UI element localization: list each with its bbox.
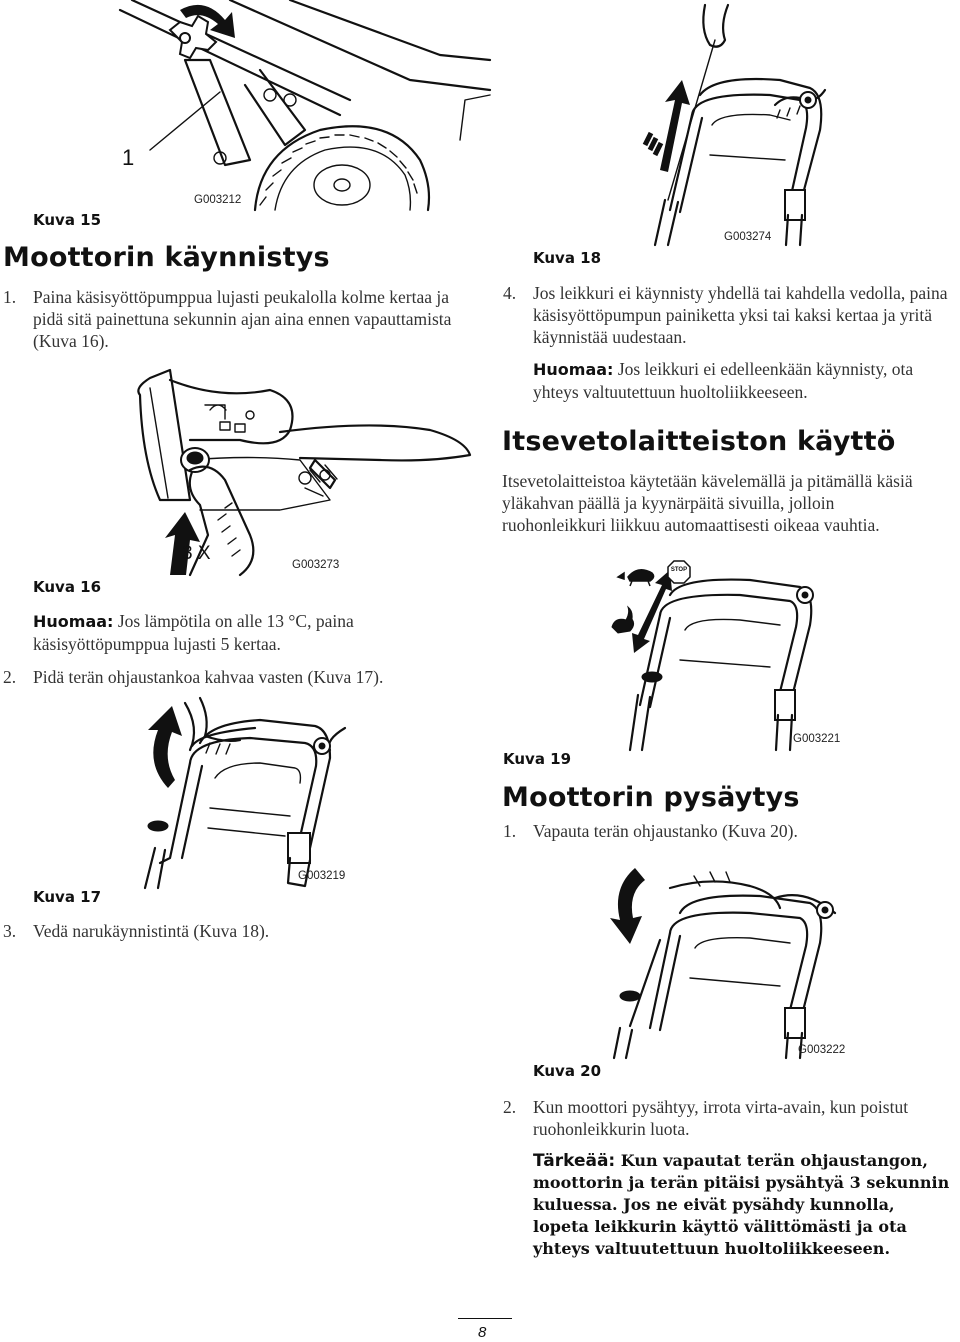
figure-18-caption: Kuva 18 [533, 249, 602, 267]
stop-step-2-text: Kun moottori pysähtyy, irrota virta-avain, kun poistut ruohonleikkurin luota. [533, 1097, 909, 1139]
important-note-text: Kun vapautat terän ohjaustangon, moottorin ja terän pitäisi pysähtyä 3 sekunnin kuluessa. Jos ne eivät pysähdy kunnolla, lopeta leikkurin käyttö välittömästi ja ota yhteys valtuutettuun huoltoliikkeeseen. [533, 1151, 950, 1258]
note-low-temperature-label: Huomaa: [33, 612, 114, 631]
section-heading-engine-stop: Moottorin pysäytys [502, 782, 800, 813]
figure-19-caption: Kuva 19 [503, 750, 572, 768]
self-propel-text: Itsevetolaitteistoa käytetään kävelemällä ja pitämällä käsiä yläkahvan päällä ja kyynärpäitä sivuilla, jolloin ruohonleikkuri liikkuu automaattisesti oikeaa vauhtia. [502, 471, 913, 535]
important-note [533, 1150, 953, 1260]
note-still-not-starting [533, 358, 960, 403]
page-number-rule [458, 1318, 512, 1319]
note-still-not-starting-text: Jos leikkuri ei edelleenkään käynnisty, ota yhteys valtuutettuun huoltoliikkeeseen. [533, 359, 914, 402]
stop-step-1-number: 1. [503, 821, 517, 841]
figure-15-code: G003212 [194, 194, 242, 206]
figure-15-illustration [110, 0, 490, 210]
start-step-2 [3, 666, 463, 688]
figure-15 [110, 0, 490, 210]
start-step-4-number: 4. [503, 283, 517, 303]
note-low-temperature [33, 610, 433, 655]
figure-20-illustration [600, 858, 850, 1058]
figure-20-caption: Kuva 20 [533, 1062, 602, 1080]
figure-17-illustration [130, 698, 360, 888]
figure-16 [130, 360, 480, 575]
start-step-4-text: Jos leikkuri ei käynnisty yhdellä tai kahdella vedolla, paina käsisyöttöpumpun painiketta yksi tai kaksi kertaa ja yritä käynnistää uudestaan. [533, 283, 948, 347]
start-step-3 [3, 920, 463, 942]
start-step-3-text: Vedä narukäynnistintä (Kuva 18). [33, 921, 270, 941]
figure-16-code: G003273 [292, 559, 340, 571]
start-step-4 [503, 282, 960, 348]
figure-18 [620, 0, 830, 245]
section-heading-engine-start: Moottorin käynnistys [3, 242, 330, 273]
start-step-3-number: 3. [3, 921, 17, 941]
figure-20 [600, 858, 850, 1058]
figure-16-caption: Kuva 16 [33, 578, 102, 596]
important-note-label: Tärkeää: [533, 1151, 616, 1171]
section-heading-self-propel: Itsevetolaitteiston käyttö [502, 426, 896, 457]
figure-19-illustration [600, 555, 840, 750]
start-step-1-number: 1. [3, 287, 17, 307]
figure-19-stop-label: STOP [670, 567, 688, 573]
stop-step-1-text: Vapauta terän ohjaustanko (Kuva 20). [533, 821, 798, 841]
stop-step-1 [503, 820, 960, 842]
figure-20-code: G003222 [798, 1044, 846, 1056]
note-still-not-starting-label: Huomaa: [533, 360, 614, 379]
stop-step-2-number: 2. [503, 1097, 517, 1117]
figure-18-code: G003274 [724, 231, 772, 243]
start-step-2-text: Pidä terän ohjaustankoa kahvaa vasten (Kuva 17). [33, 667, 384, 687]
start-step-1 [3, 286, 463, 352]
stop-step-2 [503, 1096, 960, 1140]
figure-17-code: G003219 [298, 870, 346, 882]
figure-19 [600, 555, 840, 750]
note-low-temperature-text: Jos lämpötila on alle 13 °C, paina käsisyöttöpumppua lujasti 5 kertaa. [33, 611, 354, 654]
figure-15-callout-1: 1 [122, 145, 135, 170]
start-step-2-number: 2. [3, 667, 17, 687]
figure-17-caption: Kuva 17 [33, 888, 102, 906]
page-number: 8 [478, 1324, 487, 1341]
figure-18-illustration [620, 0, 830, 245]
start-step-1-text: Paina käsisyöttöpumppua lujasti peukalolla kolme kertaa ja pidä sitä painettuna sekunnin ajan aina ennen vapauttamista (Kuva 16). [33, 287, 452, 351]
figure-19-code: G003221 [793, 733, 841, 745]
figure-15-caption: Kuva 15 [33, 211, 102, 229]
figure-16-3x-label: 3 X [182, 543, 211, 564]
figure-17 [130, 698, 360, 888]
